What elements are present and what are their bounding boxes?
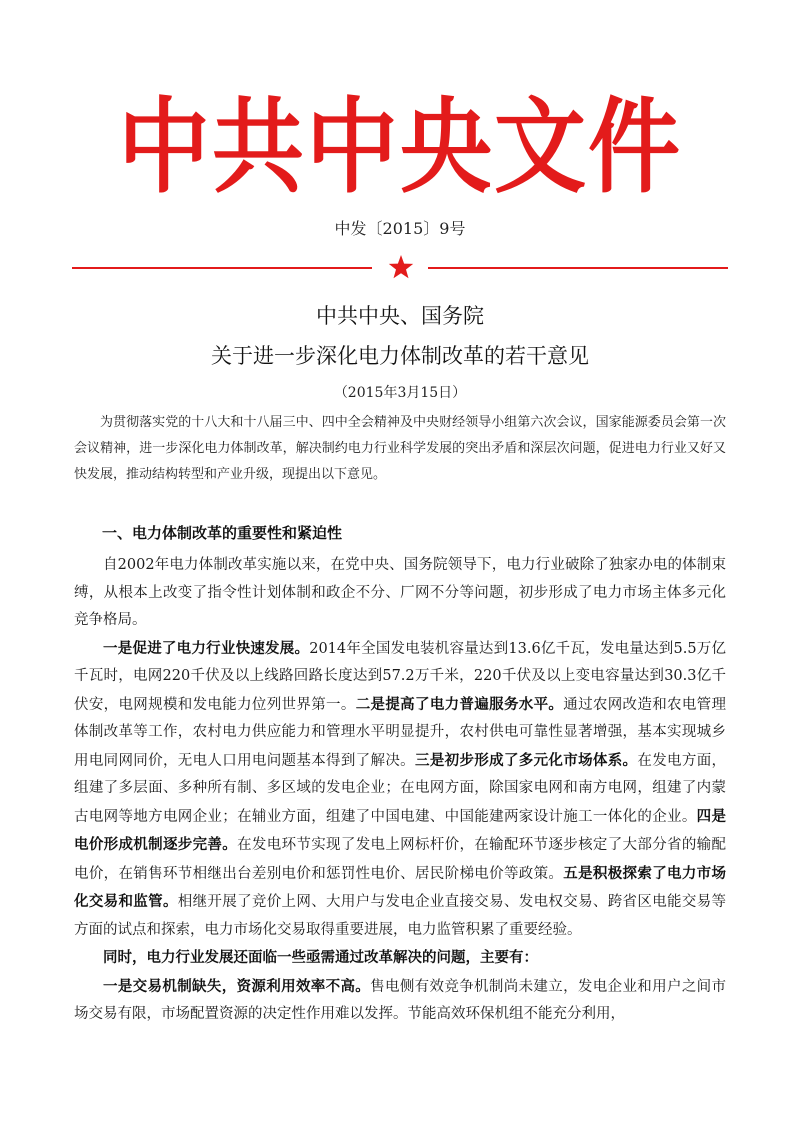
masthead-title: 中共中央文件	[117, 87, 682, 207]
bold-point-1: 一是促进了电力行业快速发展。	[103, 639, 310, 657]
paragraph-4	[74, 973, 726, 1029]
bold-intro: 同时，电力行业发展还面临一些亟需通过改革解决的问题，主要有：	[103, 949, 538, 966]
section-body	[74, 552, 726, 1029]
point-4-text: 在发电环节实现了发电上网标杆价，在输配环节逐步核定了大部分省的输配电价，在销售环节相继出台差别电价和惩罚性电价、居民阶梯电价等政策。	[74, 837, 727, 882]
bold-point-2: 二是提高了电力普遍服务水平。	[355, 695, 564, 713]
document-title-line2: 关于进一步深化电力体制改革的若干意见	[211, 344, 589, 368]
point-1-text: 2014年全国发电装机容量达到13.6亿千瓦，发电量达到5.5万亿千瓦时，电网220千伏及以上线路回路长度达到57.2万千米，220千伏及以上变电容量达到30.3亿千伏安，电网规模和发电能力位列世界第一。	[74, 640, 727, 713]
problem-1-text: 售电侧有效竞争机制尚未建立，发电企业和用户之间市场交易有限，市场配置资源的决定性作用难以发挥。节能高效环保机组不能充分利用，	[74, 978, 727, 1022]
document-number: 中发〔2015〕9号	[334, 219, 466, 238]
bold-point-3: 三是初步形成了多元化市场体系。	[415, 751, 638, 769]
point-2-text: 通过农网改造和农电管理体制改革等工作，农村电力供应能力和管理水平明显提升，农村供电可靠性显著增强，基本实现城乡用电同网同价，无电人口用电问题基本得到了解决。	[74, 696, 727, 769]
bold-problem-1: 一是交易机制缺失，资源利用效率不高。	[103, 977, 371, 995]
preface-paragraph: 为贯彻落实党的十八大和十八届三中、四中全会精神及中央财经领导小组第六次会议，国家能源委员会第一次会议精神，进一步深化电力体制改革，解决制约电力行业科学发展的突出矛盾和深层次问题，促进电力行业又好又快发展，推动结构转型和产业升级，现提出以下意见。	[74, 415, 726, 482]
bold-point-4: 四是电价形成机制逐步完善。	[74, 807, 726, 853]
point-3-text: 在发电方面，组建了多层面、多种所有制、多区域的发电企业；在电网方面，除国家电网和南方电网，组建了内蒙古电网等地方电网企业；在辅业方面，组建了中国电建、中国能建两家设计施工一体化的企业。	[74, 752, 727, 825]
section-heading: 一、电力体制改革的重要性和紧迫性	[102, 524, 343, 542]
point-5-text: 相继开展了竞价上网、大用户与发电企业直接交易、发电权交易、跨省区电能交易等方面的试点和探索，电力市场化交易取得重要进展，电力监管积累了重要经验。	[74, 894, 726, 938]
star-icon	[388, 254, 414, 280]
divider-line-right	[428, 267, 728, 269]
divider-line-left	[72, 267, 372, 269]
bold-point-5: 五是积极探索了电力市场化交易和监管。	[74, 864, 727, 910]
document-date: （2015年3月15日）	[333, 385, 467, 401]
document-title-line1: 中共中央、国务院	[316, 304, 484, 328]
red-divider	[72, 254, 728, 282]
paragraph-3	[74, 944, 726, 973]
paragraph-2	[74, 635, 726, 945]
paragraph-1: 自2002年电力体制改革实施以来，在党中央、国务院领导下，电力行业破除了独家办电的体制束缚，从根本上改变了指令性计划体制和政企不分、厂网不分等问题，初步形成了电力市场主体多元化竞争格局。	[74, 557, 726, 628]
